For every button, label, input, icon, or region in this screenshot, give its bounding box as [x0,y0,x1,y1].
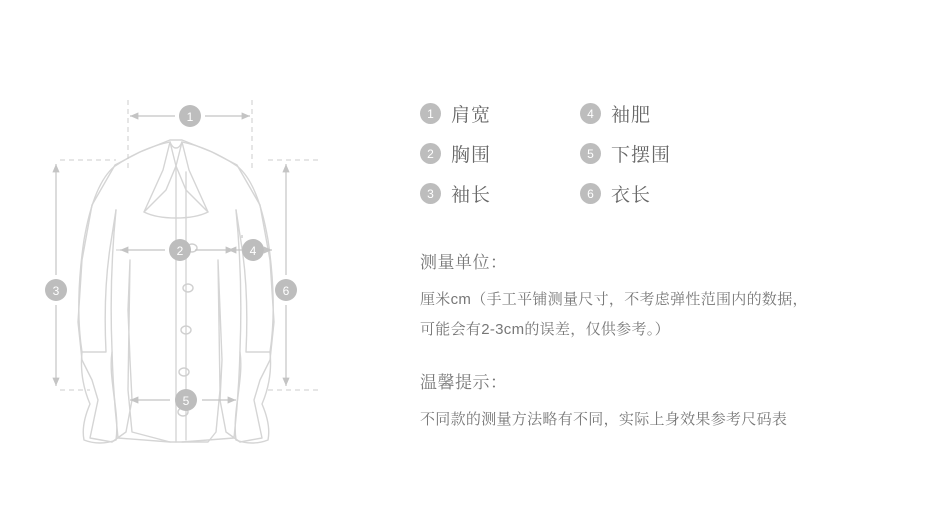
hem-width-marker [175,389,197,411]
sleeve-length-marker [45,279,67,301]
svg-text:1: 1 [186,110,194,124]
garment-svg [20,60,400,460]
right-sleeve-cuff [235,352,270,443]
sleeve-width-marker [242,239,264,261]
legend-label-bust: 胸围 [451,145,492,166]
svg-text:5: 5 [182,394,190,408]
left-collar [144,142,176,212]
tips-line-1: 不同款的测量方法略有不同，实际上身效果参考尺码表 [420,411,788,428]
bust-marker [169,239,191,261]
legend-label-sleeve-width: 袖肥 [611,105,652,126]
right-collar [176,142,208,212]
measurement-unit-line-1: 厘米cm（手工平铺测量尺寸，不考虑弹性范围内的数据， [420,291,808,308]
measurement-unit-section [420,248,940,345]
legend-item-bust [420,140,560,167]
badge-5-icon: 5 [580,143,601,164]
svg-text:4: 4 [249,244,257,258]
left-sleeve-cuff [81,352,116,443]
legend-item-shoulder-width [420,100,560,127]
badge-2-icon: 2 [420,143,441,164]
garment-length-marker [275,279,297,301]
legend-label-garment-length: 衣长 [611,185,652,206]
badge-6-icon: 6 [580,183,601,204]
svg-text:3: 3 [52,284,60,298]
legend-item-sleeve-width [580,100,930,127]
garment-measurement-diagram [20,60,400,460]
legend-item-hem-width [580,140,930,167]
badge-4-icon: 4 [580,103,601,124]
svg-text:2: 2 [176,244,184,258]
legend-label-hem-width: 下摆围 [611,145,672,166]
left-torso [111,210,170,442]
legend-label-sleeve-length: 袖长 [451,185,492,206]
legend-item-sleeve-length [420,180,560,207]
tips-title: 温馨提示： [420,373,508,392]
left-body [79,142,170,352]
badge-1-icon: 1 [420,103,441,124]
legend-label-shoulder-width: 肩宽 [451,105,492,126]
tips-section [420,368,940,435]
shoulder-width-marker [179,105,201,127]
measurement-unit-title: 测量单位： [420,253,508,272]
measurement-legend [420,100,930,207]
legend-item-garment-length [580,180,930,207]
svg-text:6: 6 [282,284,290,298]
badge-3-icon: 3 [420,183,441,204]
measurement-unit-line-2: 可能会有2-3cm的误差，仅供参考。） [420,321,670,338]
